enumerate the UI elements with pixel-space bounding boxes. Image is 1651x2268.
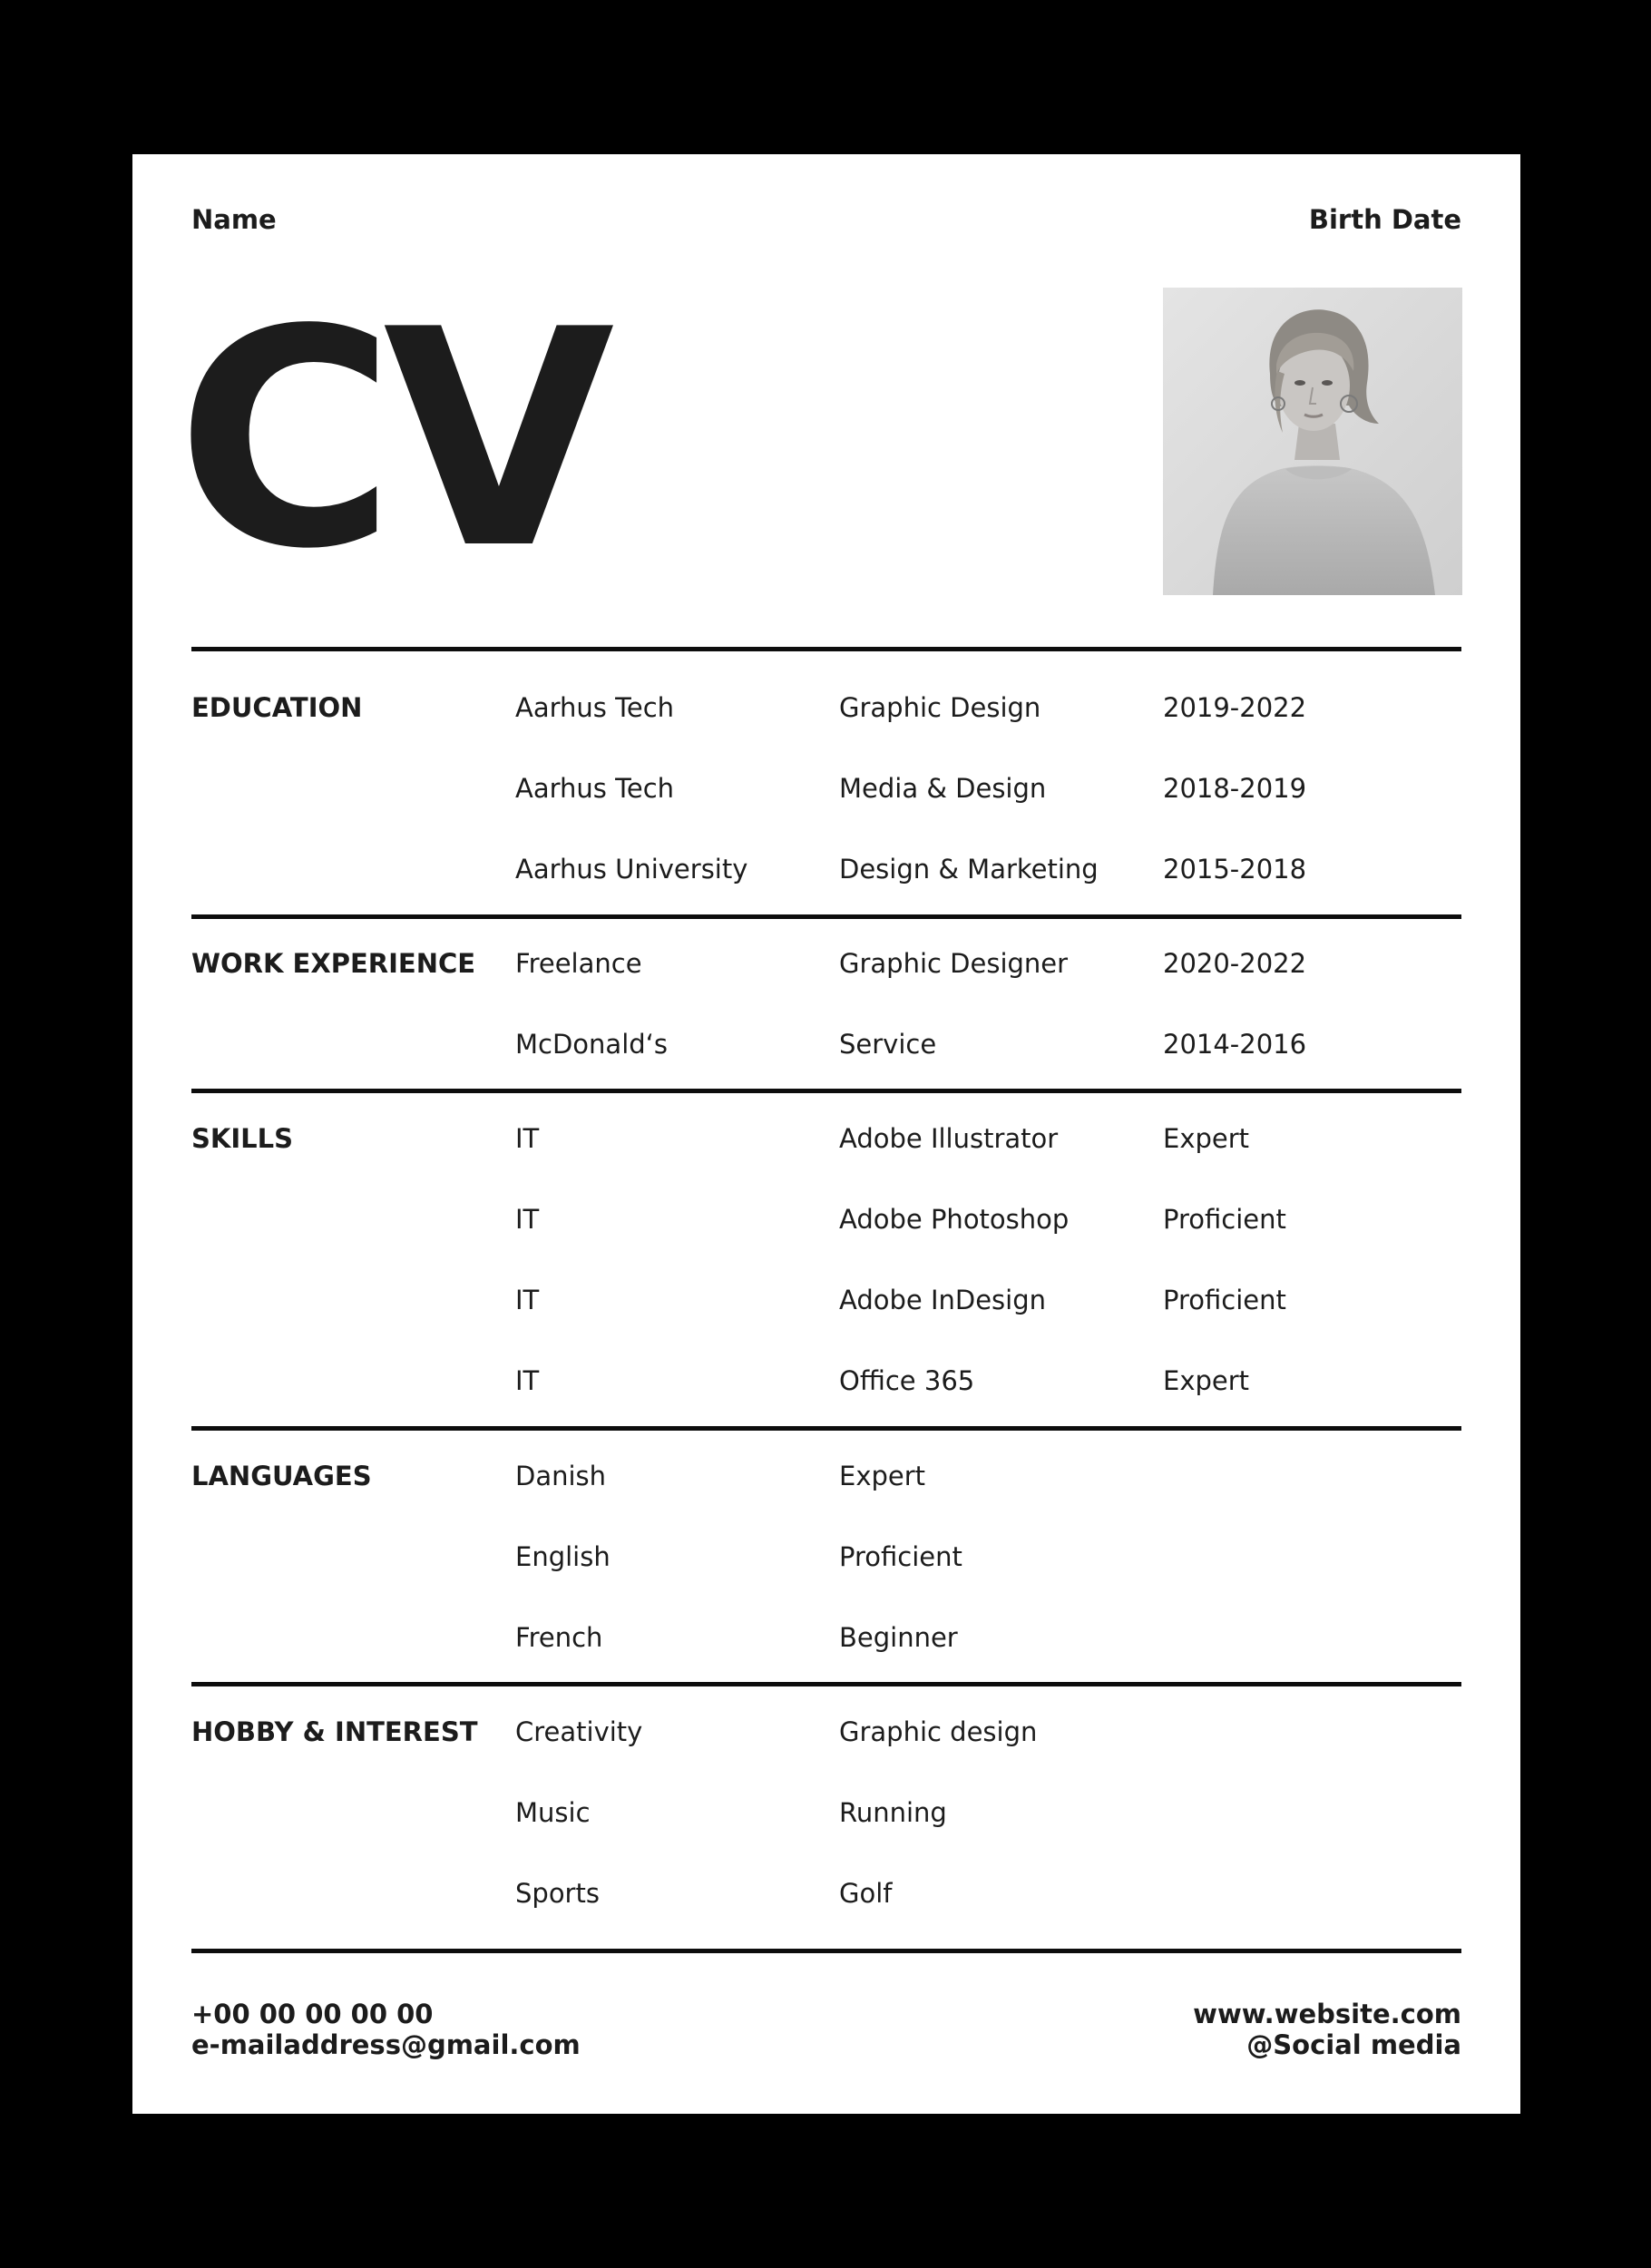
contact-left: [191, 1999, 581, 2060]
birth-date-label: Birth Date: [1308, 204, 1461, 235]
portrait-photo: [1163, 288, 1462, 595]
email-address: e-mailaddress@gmail.com: [191, 2029, 581, 2060]
language-name: Danish: [515, 1461, 607, 1491]
interest: Graphic design: [839, 1716, 1038, 1747]
table-row: [515, 1365, 1461, 1449]
table-row: [515, 1797, 1461, 1881]
interest: Running: [839, 1797, 947, 1828]
language-level: Expert: [839, 1461, 926, 1491]
role: Graphic Designer: [839, 948, 1069, 979]
institution: Aarhus Tech: [515, 773, 675, 804]
section-title: WORK EXPERIENCE: [191, 948, 476, 979]
table-row: [515, 1204, 1461, 1287]
table-row: [515, 948, 1461, 1031]
table-row: [515, 1878, 1461, 1961]
language-level: Proficient: [839, 1541, 962, 1572]
section-title: LANGUAGES: [191, 1461, 372, 1491]
language-name: French: [515, 1622, 603, 1653]
skill-name: Adobe InDesign: [839, 1285, 1047, 1315]
period: 2019-2022: [1163, 692, 1307, 723]
hobby: Sports: [515, 1878, 600, 1909]
contact-right: [1193, 1999, 1461, 2060]
skill-category: IT: [515, 1285, 540, 1315]
table-row: [515, 1541, 1461, 1625]
skill-category: IT: [515, 1365, 540, 1396]
social-media-handle: @Social media: [1246, 2029, 1461, 2060]
field: Design & Marketing: [839, 854, 1099, 885]
institution: Aarhus University: [515, 854, 748, 885]
divider: [191, 647, 1461, 651]
period: 2018-2019: [1163, 773, 1307, 804]
hobby: Creativity: [515, 1716, 643, 1747]
table-row: [515, 1622, 1461, 1706]
skill-level: Proficient: [1163, 1204, 1286, 1235]
role: Service: [839, 1029, 937, 1060]
hobby: Music: [515, 1797, 591, 1828]
table-row: [515, 1123, 1461, 1207]
language-name: English: [515, 1541, 611, 1572]
table-row: [515, 1287, 1461, 1368]
field: Media & Design: [839, 773, 1047, 804]
skill-name: Office 365: [839, 1365, 975, 1396]
phone-number: +00 00 00 00 00: [191, 1999, 434, 2029]
skill-category: IT: [515, 1123, 540, 1154]
table-row: [515, 1463, 1461, 1544]
period: 2014-2016: [1163, 1029, 1307, 1060]
field: Graphic Design: [839, 692, 1041, 723]
section-title: HOBBY & INTEREST: [191, 1716, 478, 1747]
cv-title: CV: [176, 266, 602, 614]
language-level: Beginner: [839, 1622, 958, 1653]
employer: Freelance: [515, 948, 642, 979]
skill-category: IT: [515, 1204, 540, 1235]
interest: Golf: [839, 1878, 893, 1909]
skill-level: Expert: [1163, 1365, 1250, 1396]
period: 2020-2022: [1163, 948, 1307, 979]
skill-name: Adobe Illustrator: [839, 1123, 1059, 1154]
table-row: [515, 1031, 1461, 1112]
name-label: Name: [191, 204, 277, 235]
skill-name: Adobe Photoshop: [839, 1204, 1070, 1235]
skill-level: Proficient: [1163, 1285, 1286, 1315]
employer: McDonald‘s: [515, 1029, 668, 1060]
institution: Aarhus Tech: [515, 692, 675, 723]
table-row: [515, 856, 1461, 937]
website-link: www.website.com: [1193, 1999, 1461, 2029]
cv-page: [132, 154, 1520, 2114]
period: 2015-2018: [1163, 854, 1307, 885]
table-row: [515, 692, 1461, 776]
section-title: SKILLS: [191, 1123, 293, 1154]
section-title: EDUCATION: [191, 692, 363, 723]
skill-level: Expert: [1163, 1123, 1250, 1154]
table-row: [515, 773, 1461, 856]
table-row: [515, 1716, 1461, 1800]
